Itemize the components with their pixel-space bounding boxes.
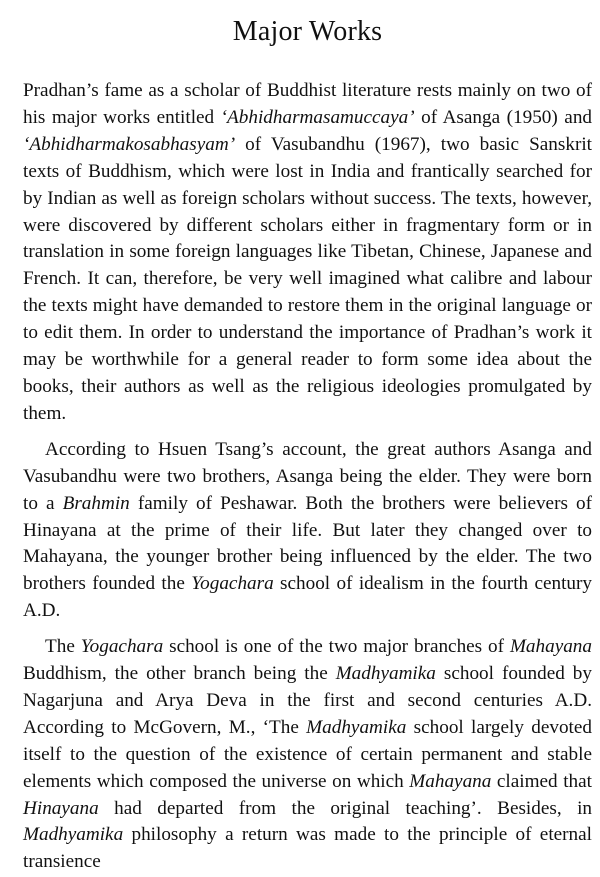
paragraph <box>23 78 592 428</box>
page-title: Major Works <box>232 16 383 47</box>
text-run: of Asanga (1950) and <box>414 106 593 128</box>
text-run: school is one of the two major branches of <box>163 636 510 658</box>
italic-text: Madhyamika <box>306 716 407 738</box>
text-run: The <box>45 636 81 658</box>
text-run: family of Peshawar. Both the brothers were believers of Hinayana at the prime of their life. But later they changed over to Mahayana, the younger brother being influenced by the elder. The two brothers founded the <box>23 492 592 595</box>
italic-text: ‘Abhidharmakosabhasyam’ <box>23 133 236 155</box>
text-run: claimed that <box>491 770 592 792</box>
text-run: Pradhan’s fame as a scholar of Buddhist literature rests mainly on two of his major works entitled <box>23 80 592 128</box>
body-text <box>23 78 592 876</box>
italic-text: Mahayana <box>509 636 592 658</box>
text-run: school founded by Nagarjuna and Arya Deva in the first and second centuries A.D. According to McGovern, M., ‘The <box>23 663 592 738</box>
text-run: had departed from the original teaching’. Besides, in <box>98 797 592 819</box>
text-run: of Vasubandhu (1967), two basic Sanskrit texts of Buddhism, which were lost in India and frantically searched for by Indian as well as foreign scholars without success. The texts, however, were discovered by different scholars either in fragmentary form or in translation in some foreign languages like Tibetan, Chinese, Japanese and French. It can, therefore, be very well imagined what calibre and labour the texts might have demanded to restore them in the original language or to edit them. In order to understand the importance of Pradhan’s work it may be worthwhile for a general reader to form some idea about the books, their authors as well as the religious ideologies promulgated by them. <box>23 133 592 424</box>
italic-text: Madhyamika <box>23 824 124 846</box>
text-run: According to Hsuen Tsang’s account, the great authors Asanga and Vasubandhu were two brothers, Asanga being the elder. They were born to a <box>23 438 592 514</box>
italic-text: Mahayana <box>409 770 492 792</box>
italic-text: Hinayana <box>23 797 99 819</box>
italic-text: ‘Abhidharmasamuccaya’ <box>220 106 415 128</box>
paragraph <box>23 634 592 876</box>
paragraph <box>23 437 592 625</box>
text-run: school of idealism in the fourth century A.D. <box>23 573 592 622</box>
italic-text: Brahmin <box>62 492 130 514</box>
italic-text: Yogachara <box>191 573 274 595</box>
text-run: philosophy a return was made to the principle of eternal transience <box>23 824 592 873</box>
italic-text: Yogachara <box>80 636 164 658</box>
text-run: Buddhism, the other branch being the <box>23 663 336 685</box>
italic-text: Madhyamika <box>335 663 436 685</box>
text-run: school largely devoted itself to the question of the existence of certain permanent and stable elements which composed the universe on which <box>23 716 592 792</box>
